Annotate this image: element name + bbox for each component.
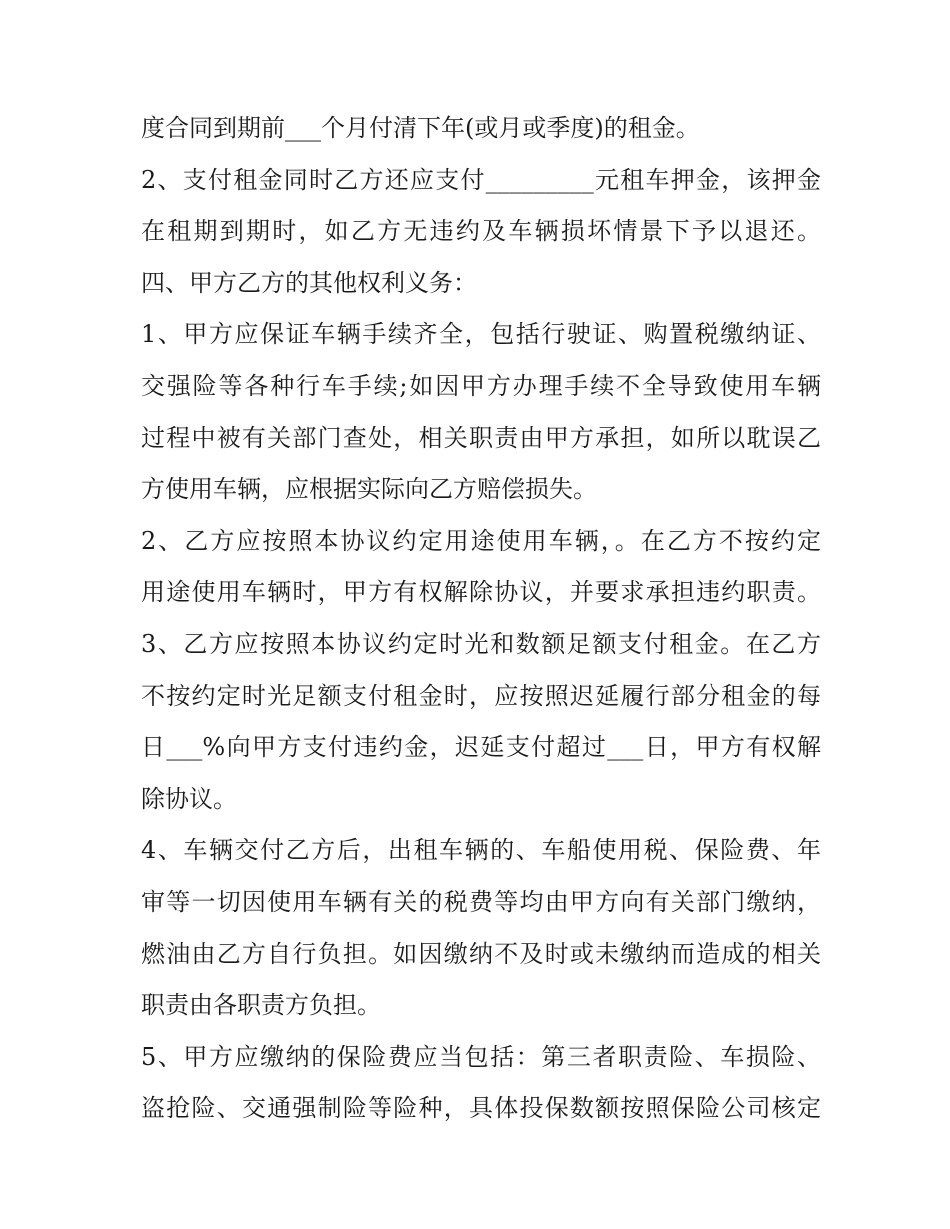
text-line: 不按约定时光足额支付租金时，应按照迟延履行部分租金的每 [141,681,821,710]
text-line: 方使用车辆，应根据实际向乙方赔偿损失。 [141,475,597,504]
text-line: 职责由各职责方负担。 [141,991,381,1020]
text-line: 1、甲方应保证车辆手续齐全，包括行驶证、购置税缴纳证、 [141,320,821,349]
text-line: 盗抢险、交通强制险等险种，具体投保数额按照保险公司核定 [141,1094,821,1123]
text-line: 在租期到期时，如乙方无违约及车辆损坏情景下予以退还。 [141,217,821,246]
text-line: 用途使用车辆时，甲方有权解除协议，并要求承担违约职责。 [141,578,821,607]
document-body [141,103,821,1135]
text-line: 3、乙方应按照本协议约定时光和数额足额支付租金。在乙方 [141,629,821,658]
text-line: 2、支付租金同时乙方还应支付_________元租车押金，该押金 [141,165,821,194]
text-line: 度合同到期前___个月付清下年(或月或季度)的租金。 [141,114,700,142]
text-line: 2、乙方应按照本协议约定用途使用车辆，。在乙方不按约定 [141,526,821,555]
text-line: 除协议。 [141,784,237,813]
text-line: 交强险等各种行车手续;如因甲方办理手续不全导致使用车辆 [141,371,821,400]
section-heading: 四、甲方乙方的其他权利义务： [141,268,477,297]
text-line: 4、车辆交付乙方后，出租车辆的、车船使用税、保险费、年 [141,836,821,865]
text-line: 过程中被有关部门查处，相关职责由甲方承担，如所以耽误乙 [141,423,821,452]
text-line: 5、甲方应缴纳的保险费应当包括：第三者职责险、车损险、 [141,1042,821,1071]
text-line: 日___%向甲方支付违约金，迟延支付超过___日，甲方有权解 [141,733,821,762]
text-line: 审等一切因使用车辆有关的税费等均由甲方向有关部门缴纳， [141,887,821,916]
text-line: 燃油由乙方自行负担。如因缴纳不及时或未缴纳而造成的相关 [141,939,821,968]
